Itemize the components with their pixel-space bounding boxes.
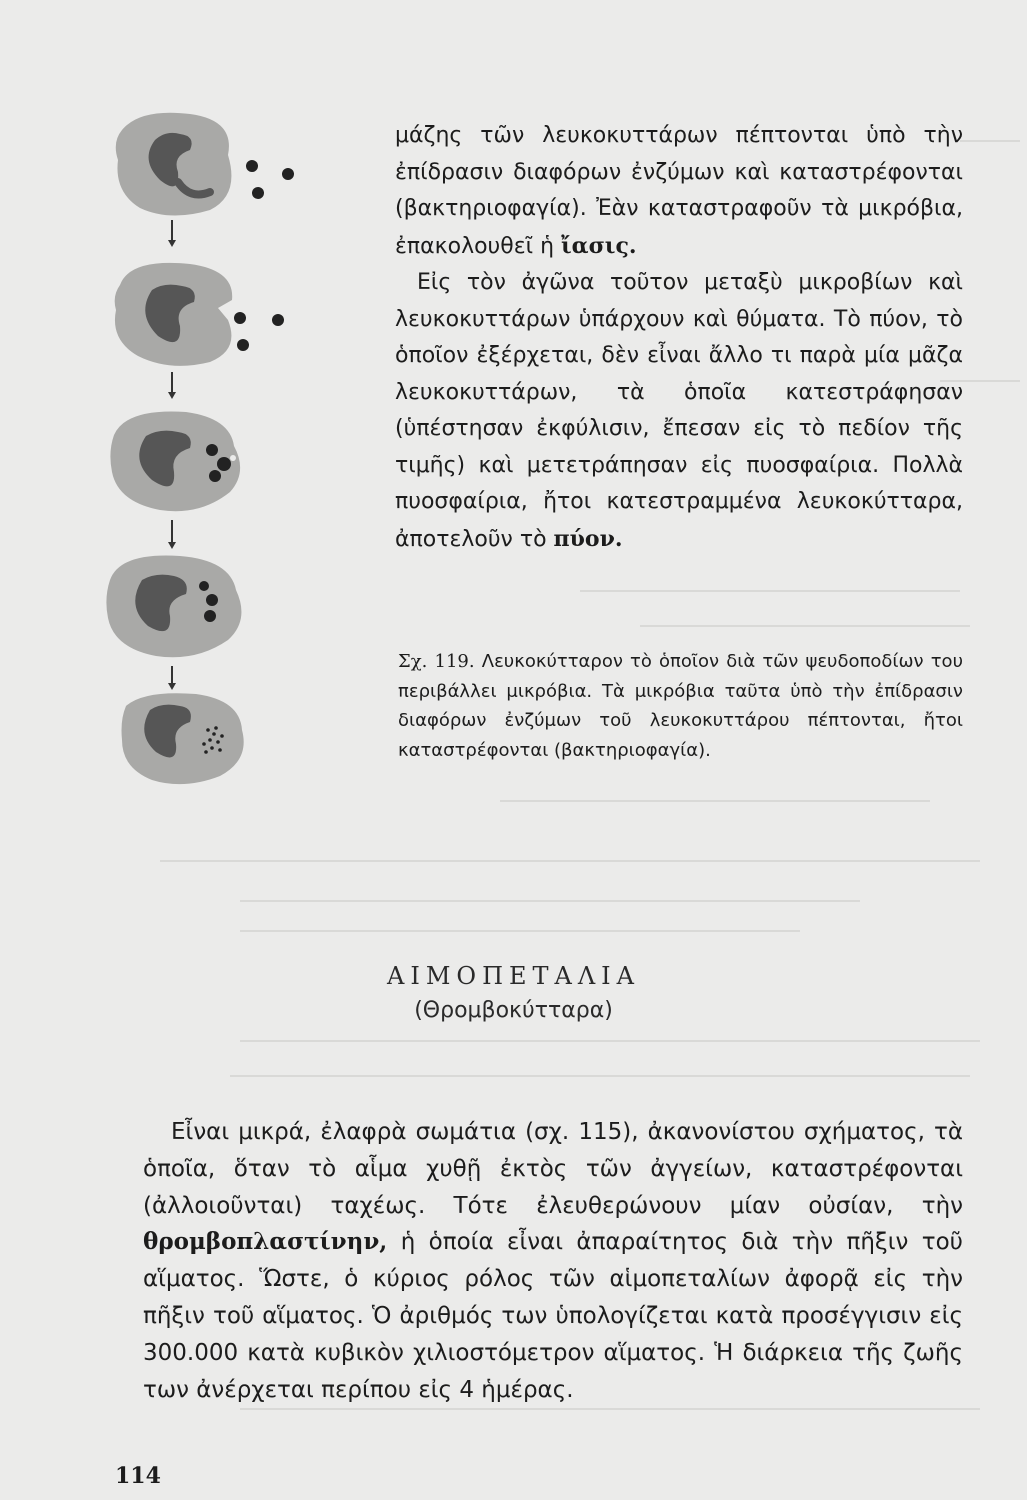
- paragraph-pus: Εἰς τὸν ἀγῶνα τοῦτον μεταξὺ μικροβίων καὶ λευκοκυττάρων ὑπάρχουν καὶ θύματα. Τὸ πύον, τὸ ὁποῖον ἐξέρχεται, δὲν εἶναι ἄλλο τι παρὰ μία μᾶζα λευκοκυττάρων, τὰ ὁποῖα κατεστράφησαν (ὑπέστησαν ἐκφύλισιν, ἔπεσαν εἰς τὸ πεδίον τῆς τιμῆς) καὶ μετετράπησαν εἰς πυοσφαίρια. Πολλὰ πυοσφαίρια, ἤτοι κατεστραμμένα λευκοκύτταρα, ἀποτελοῦν τὸ πύον.: [395, 270, 963, 552]
- leukocyte-stage-3: [110, 411, 240, 511]
- leukocyte-stage-2: [115, 263, 284, 366]
- leukocyte-stage-4: [106, 556, 241, 658]
- paragraph-phagocytosis: μάζης τῶν λευκοκυττάρων πέπτονται ὑπὸ τὴν ἐπίδρασιν διαφόρων ἐνζύμων καὶ καταστρέφονται (βακτηριοφαγία). Ἐὰν καταστραφοῦν τὰ μικρόβια, ἐπακολουθεῖ ἡ ἴασις.: [395, 123, 963, 259]
- section-subheading: (Θρομβοκύτταρα): [414, 998, 613, 1023]
- leukocyte-phagocytosis-drawing: [100, 100, 310, 790]
- caption-text: Λευκοκύτταρον τὸ ὁποῖον διὰ τῶν ψευδοποδίων του περιβάλλει μικρόβια. Τὰ μικρόβια ταῦτα ὑπὸ τὴν ἐπίδρασιν διαφόρων ἐνζύμων τοῦ λευκοκυττάρου πέπτονται, ἤτοι καταστρέφονται (βακτηριοφαγία).: [398, 651, 963, 761]
- column-text: [395, 118, 963, 558]
- leukocyte-stage-5: [122, 693, 244, 784]
- figure-caption: [398, 647, 963, 765]
- body-paragraph: Εἶναι μικρά, ἐλαφρὰ σωμάτια (σχ. 115), ἀκανονίστου σχήματος, τὰ ὁποῖα, ὅταν τὸ αἷμα χυθῇ ἐκτὸς τῶν ἀγγείων, καταστρέφονται (ἀλλοιοῦνται) ταχέως. Τότε ἐλευθερώνουν μίαν οὐσίαν, τὴν θρομβοπλαστίνην, ἡ ὁποία εἶναι ἀπαραίτητος διὰ τὴν πῆξιν τοῦ αἵματος. Ὥστε, ὁ κύριος ρόλος τῶν αἱμοπεταλίων ἀφορᾷ εἰς τὴν πῆξιν τοῦ αἵματος. Ὁ ἀριθμός των ὑπολογίζεται κατὰ προσέγγισιν εἰς 300.000 κατὰ κυβικὸν χιλιοστόμετρον αἵματος. Ἡ διάρκεια τῆς ζωῆς των ἀνέρχεται περίπου εἰς 4 ἡμέρας.: [143, 1119, 963, 1403]
- figure-label: Σχ. 119.: [398, 651, 475, 672]
- page-number: 114: [115, 1463, 161, 1489]
- bold-term-iasis: ἴασις.: [561, 232, 637, 259]
- section-heading: ΑΙΜΟΠΕΤΑΛΙΑ: [387, 962, 640, 990]
- leukocyte-stage-1: [116, 113, 294, 216]
- bold-term-thromboplastin: θρομβοπλαστίνην,: [143, 1228, 388, 1256]
- bold-term-pyon: πύον.: [553, 525, 623, 552]
- figure-119-illustration: [100, 100, 310, 790]
